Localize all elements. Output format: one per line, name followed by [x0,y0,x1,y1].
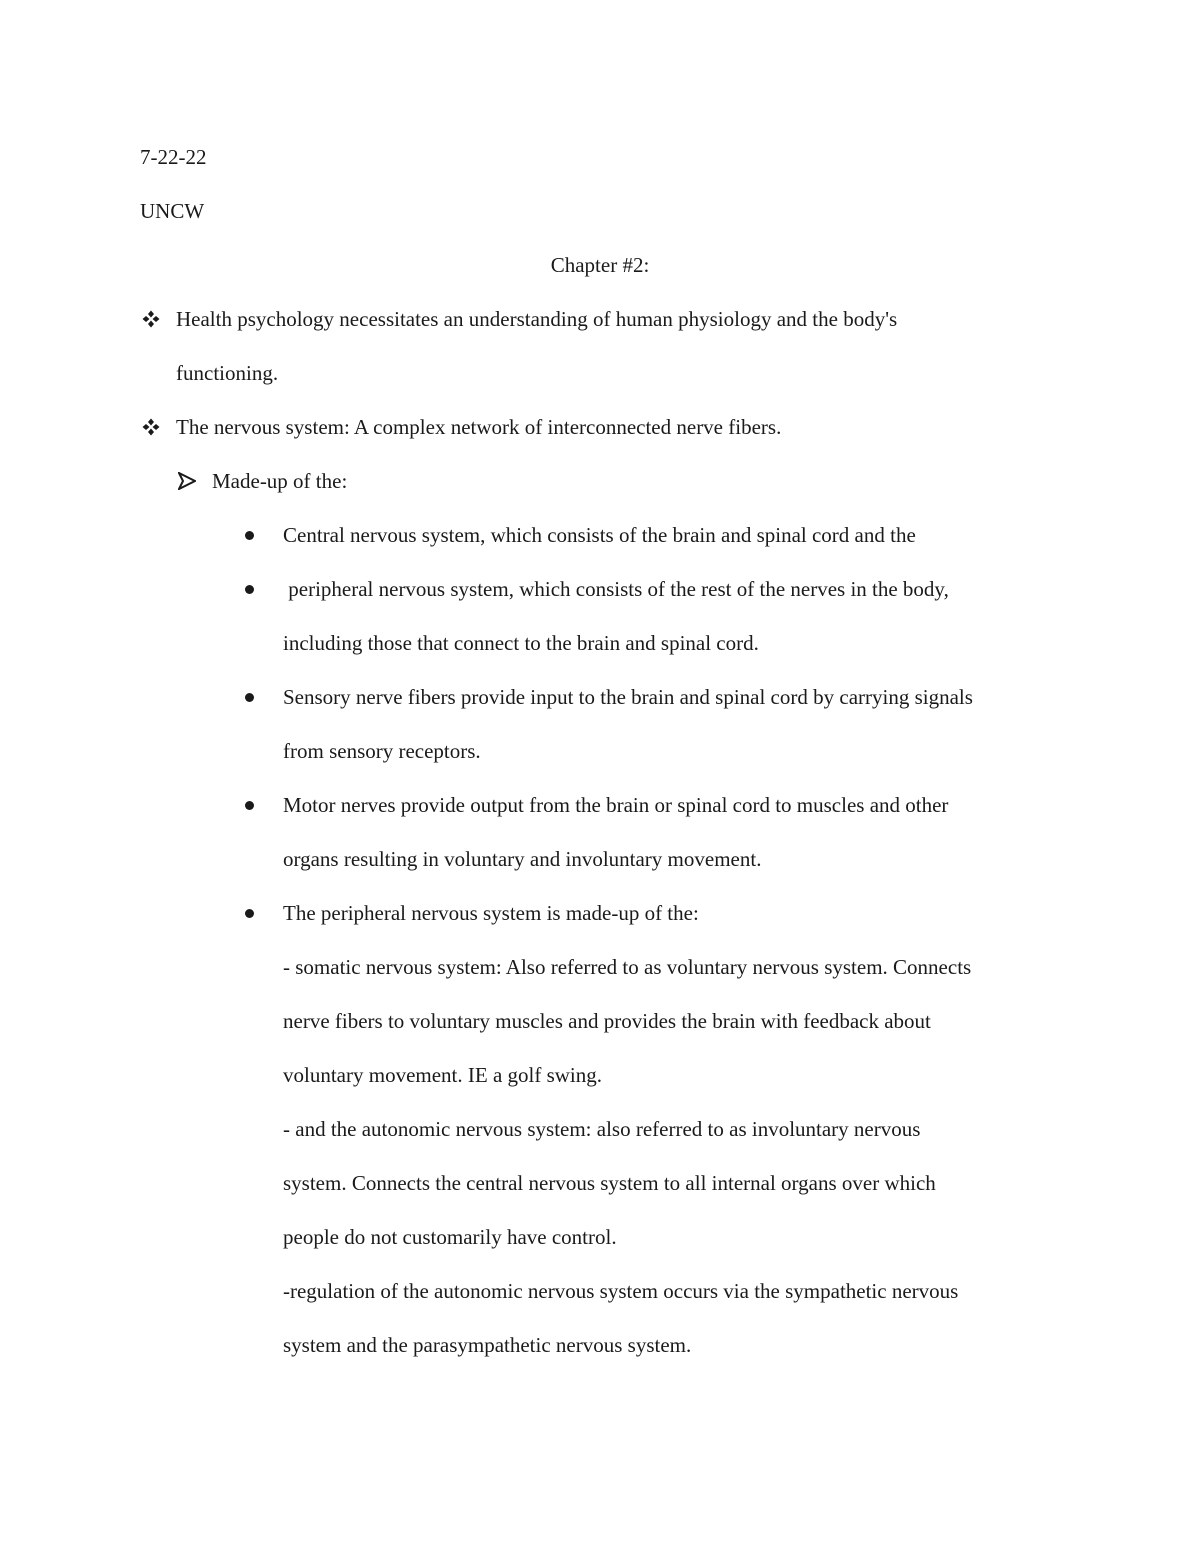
diamond-bullet-icon [142,310,160,328]
bullet-line: - and the autonomic nervous system: also referred to as involuntary nervous [283,1117,921,1141]
chapter-heading: Chapter #2: [550,253,650,277]
bullet-dot-icon [245,585,254,594]
outline-subpoint-line: Made-up of the: [212,469,348,493]
outline-point-line: Health psychology necessitates an understanding of human physiology and the body's [176,307,898,331]
bullet-dot-icon [245,693,254,702]
bullet-line: Sensory nerve fibers provide input to the brain and spinal cord by carrying signals [283,685,973,709]
outline-point-line: The nervous system: A complex network of interconnected nerve fibers. [176,415,782,439]
bullet-line: Central nervous system, which consists of the brain and spinal cord and the [283,523,916,547]
bullet-line: nerve fibers to voluntary muscles and provides the brain with feedback about [283,1009,931,1033]
bullet-dot-icon [245,801,254,810]
diamond-bullet-icon [142,418,160,436]
bullet-line: Motor nerves provide output from the brain or spinal cord to muscles and other [283,793,949,817]
outline-point-line: functioning. [176,361,279,385]
bullet-line: - somatic nervous system: Also referred to as voluntary nervous system. Connects [283,955,972,979]
bullet-line: system and the parasympathetic nervous system. [283,1333,692,1357]
bullet-line: from sensory receptors. [283,739,481,763]
bullet-dot-icon [245,531,254,540]
bullet-line: peripheral nervous system, which consists of the rest of the nerves in the body, [283,577,949,601]
bullet-line: system. Connects the central nervous system to all internal organs over which [283,1171,936,1195]
bullet-line: voluntary movement. IE a golf swing. [283,1063,603,1087]
document-school: UNCW [140,199,205,223]
bullet-line: -regulation of the autonomic nervous system occurs via the sympathetic nervous [283,1279,959,1303]
arrowhead-bullet-icon [178,472,196,490]
bullet-dot-icon [245,909,254,918]
bullet-line: organs resulting in voluntary and involuntary movement. [283,847,762,871]
bullet-line: including those that connect to the brain and spinal cord. [283,631,759,655]
document-date: 7-22-22 [140,145,207,169]
bullet-line: The peripheral nervous system is made-up of the: [283,901,699,925]
bullet-line: people do not customarily have control. [283,1225,617,1249]
